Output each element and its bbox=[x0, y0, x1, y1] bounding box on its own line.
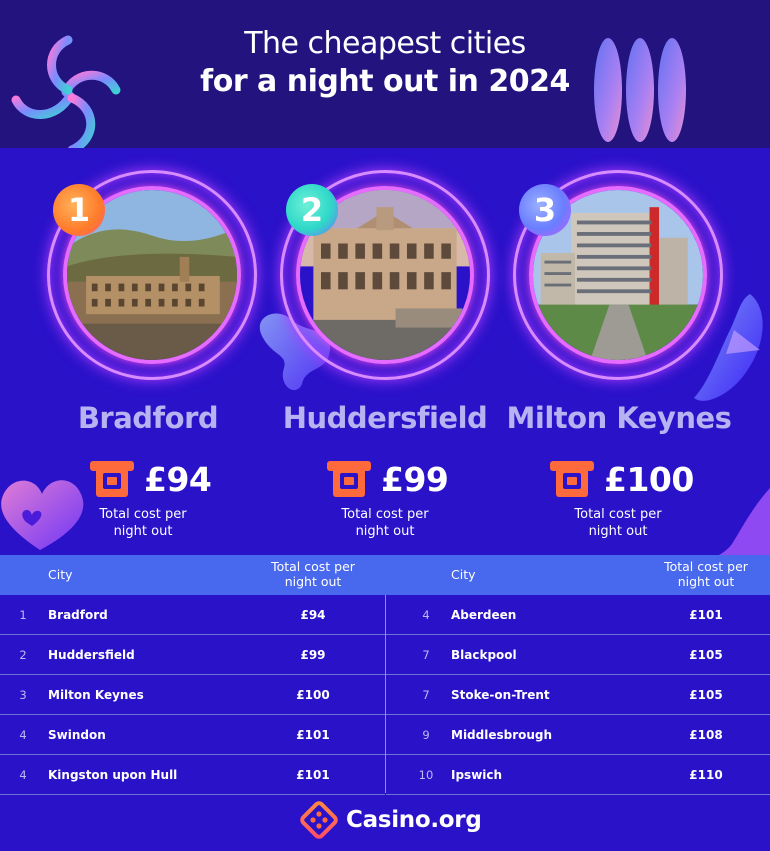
ranking-table bbox=[0, 555, 770, 793]
caption-line: Total cost per bbox=[574, 507, 662, 522]
header-cost-line: Total cost per bbox=[271, 559, 355, 574]
caption-line: night out bbox=[113, 524, 173, 539]
row-cost: £101 bbox=[296, 728, 330, 742]
row-cost: £105 bbox=[689, 648, 723, 662]
podium-price: £100 bbox=[604, 459, 694, 499]
podium-price: £99 bbox=[381, 459, 449, 499]
rank-badge: 1 bbox=[53, 184, 105, 236]
row-city: Milton Keynes bbox=[48, 688, 144, 702]
row-rank: 4 bbox=[19, 768, 27, 782]
row-city: Aberdeen bbox=[451, 608, 517, 622]
row-rank: 10 bbox=[418, 768, 434, 782]
row-city: Bradford bbox=[48, 608, 108, 622]
caption-line: Total cost per bbox=[341, 507, 429, 522]
table-row bbox=[0, 675, 385, 715]
podium-card-1 bbox=[47, 170, 257, 380]
table-row bbox=[0, 595, 385, 635]
row-city: Swindon bbox=[48, 728, 106, 742]
row-cost: £101 bbox=[296, 768, 330, 782]
caption-line: night out bbox=[355, 524, 415, 539]
caption-line: night out bbox=[588, 524, 648, 539]
header-cost-line: Total cost per bbox=[664, 559, 748, 574]
podium-price-row-1 bbox=[90, 458, 211, 500]
table-row bbox=[386, 635, 770, 675]
page-title-line2: for a night out in 2024 bbox=[200, 64, 570, 99]
rank-badge: 3 bbox=[519, 184, 571, 236]
podium-card-2 bbox=[280, 170, 490, 380]
rank-badge: 2 bbox=[286, 184, 338, 236]
table-row bbox=[386, 755, 770, 795]
atm-icon bbox=[327, 459, 371, 499]
podium-price-row-2 bbox=[327, 458, 448, 500]
row-rank: 3 bbox=[19, 688, 27, 702]
header-cost-line: night out bbox=[677, 574, 735, 589]
podium-city-name-2: Huddersfield bbox=[282, 401, 488, 435]
shape-decoration-icon bbox=[712, 488, 770, 558]
caption-line: Total cost per bbox=[99, 507, 187, 522]
table-header bbox=[0, 555, 770, 595]
row-cost: £105 bbox=[689, 688, 723, 702]
row-cost: £100 bbox=[296, 688, 330, 702]
table-row bbox=[386, 715, 770, 755]
row-rank: 7 bbox=[422, 688, 430, 702]
row-cost: £94 bbox=[300, 608, 326, 622]
row-city: Ipswich bbox=[451, 768, 503, 782]
row-rank: 1 bbox=[19, 608, 27, 622]
row-cost: £99 bbox=[300, 648, 326, 662]
header-cost-right bbox=[641, 559, 770, 589]
row-rank: 2 bbox=[19, 648, 27, 662]
row-rank: 9 bbox=[422, 728, 430, 742]
table-row bbox=[0, 635, 385, 675]
podium-price-caption-3 bbox=[538, 506, 698, 540]
row-city: Blackpool bbox=[451, 648, 517, 662]
row-city: Huddersfield bbox=[48, 648, 135, 662]
table-row bbox=[0, 715, 385, 755]
brand-name: Casino.org bbox=[346, 807, 482, 833]
table-row bbox=[386, 675, 770, 715]
row-rank: 7 bbox=[422, 648, 430, 662]
row-cost: £110 bbox=[689, 768, 723, 782]
podium-city-name-3: Milton Keynes bbox=[506, 401, 732, 435]
row-city: Stoke-on-Trent bbox=[451, 688, 550, 702]
header-band bbox=[0, 0, 770, 148]
podium-price-row-3 bbox=[550, 458, 694, 500]
row-cost: £108 bbox=[689, 728, 723, 742]
header-cost-line: night out bbox=[284, 574, 342, 589]
podium-price: £94 bbox=[144, 459, 212, 499]
row-cost: £101 bbox=[689, 608, 723, 622]
podium-city-name-1: Bradford bbox=[77, 401, 219, 435]
podium-card-3 bbox=[513, 170, 723, 380]
podium-price-caption-1 bbox=[63, 506, 223, 540]
header-city-left: City bbox=[48, 567, 73, 582]
row-rank: 4 bbox=[422, 608, 430, 622]
brand-logo bbox=[300, 800, 482, 840]
table-row bbox=[0, 755, 385, 795]
row-city: Middlesbrough bbox=[451, 728, 553, 742]
row-city: Kingston upon Hull bbox=[48, 768, 178, 782]
row-rank: 4 bbox=[19, 728, 27, 742]
atm-icon bbox=[550, 459, 594, 499]
podium-price-caption-2 bbox=[305, 506, 465, 540]
page-title-line1: The cheapest cities bbox=[244, 26, 526, 61]
table-column-divider bbox=[385, 595, 386, 793]
atm-icon bbox=[90, 459, 134, 499]
table-row bbox=[386, 595, 770, 635]
header-cost-left bbox=[248, 559, 378, 589]
casino-logo-icon bbox=[300, 801, 338, 839]
header-city-right: City bbox=[451, 567, 476, 582]
